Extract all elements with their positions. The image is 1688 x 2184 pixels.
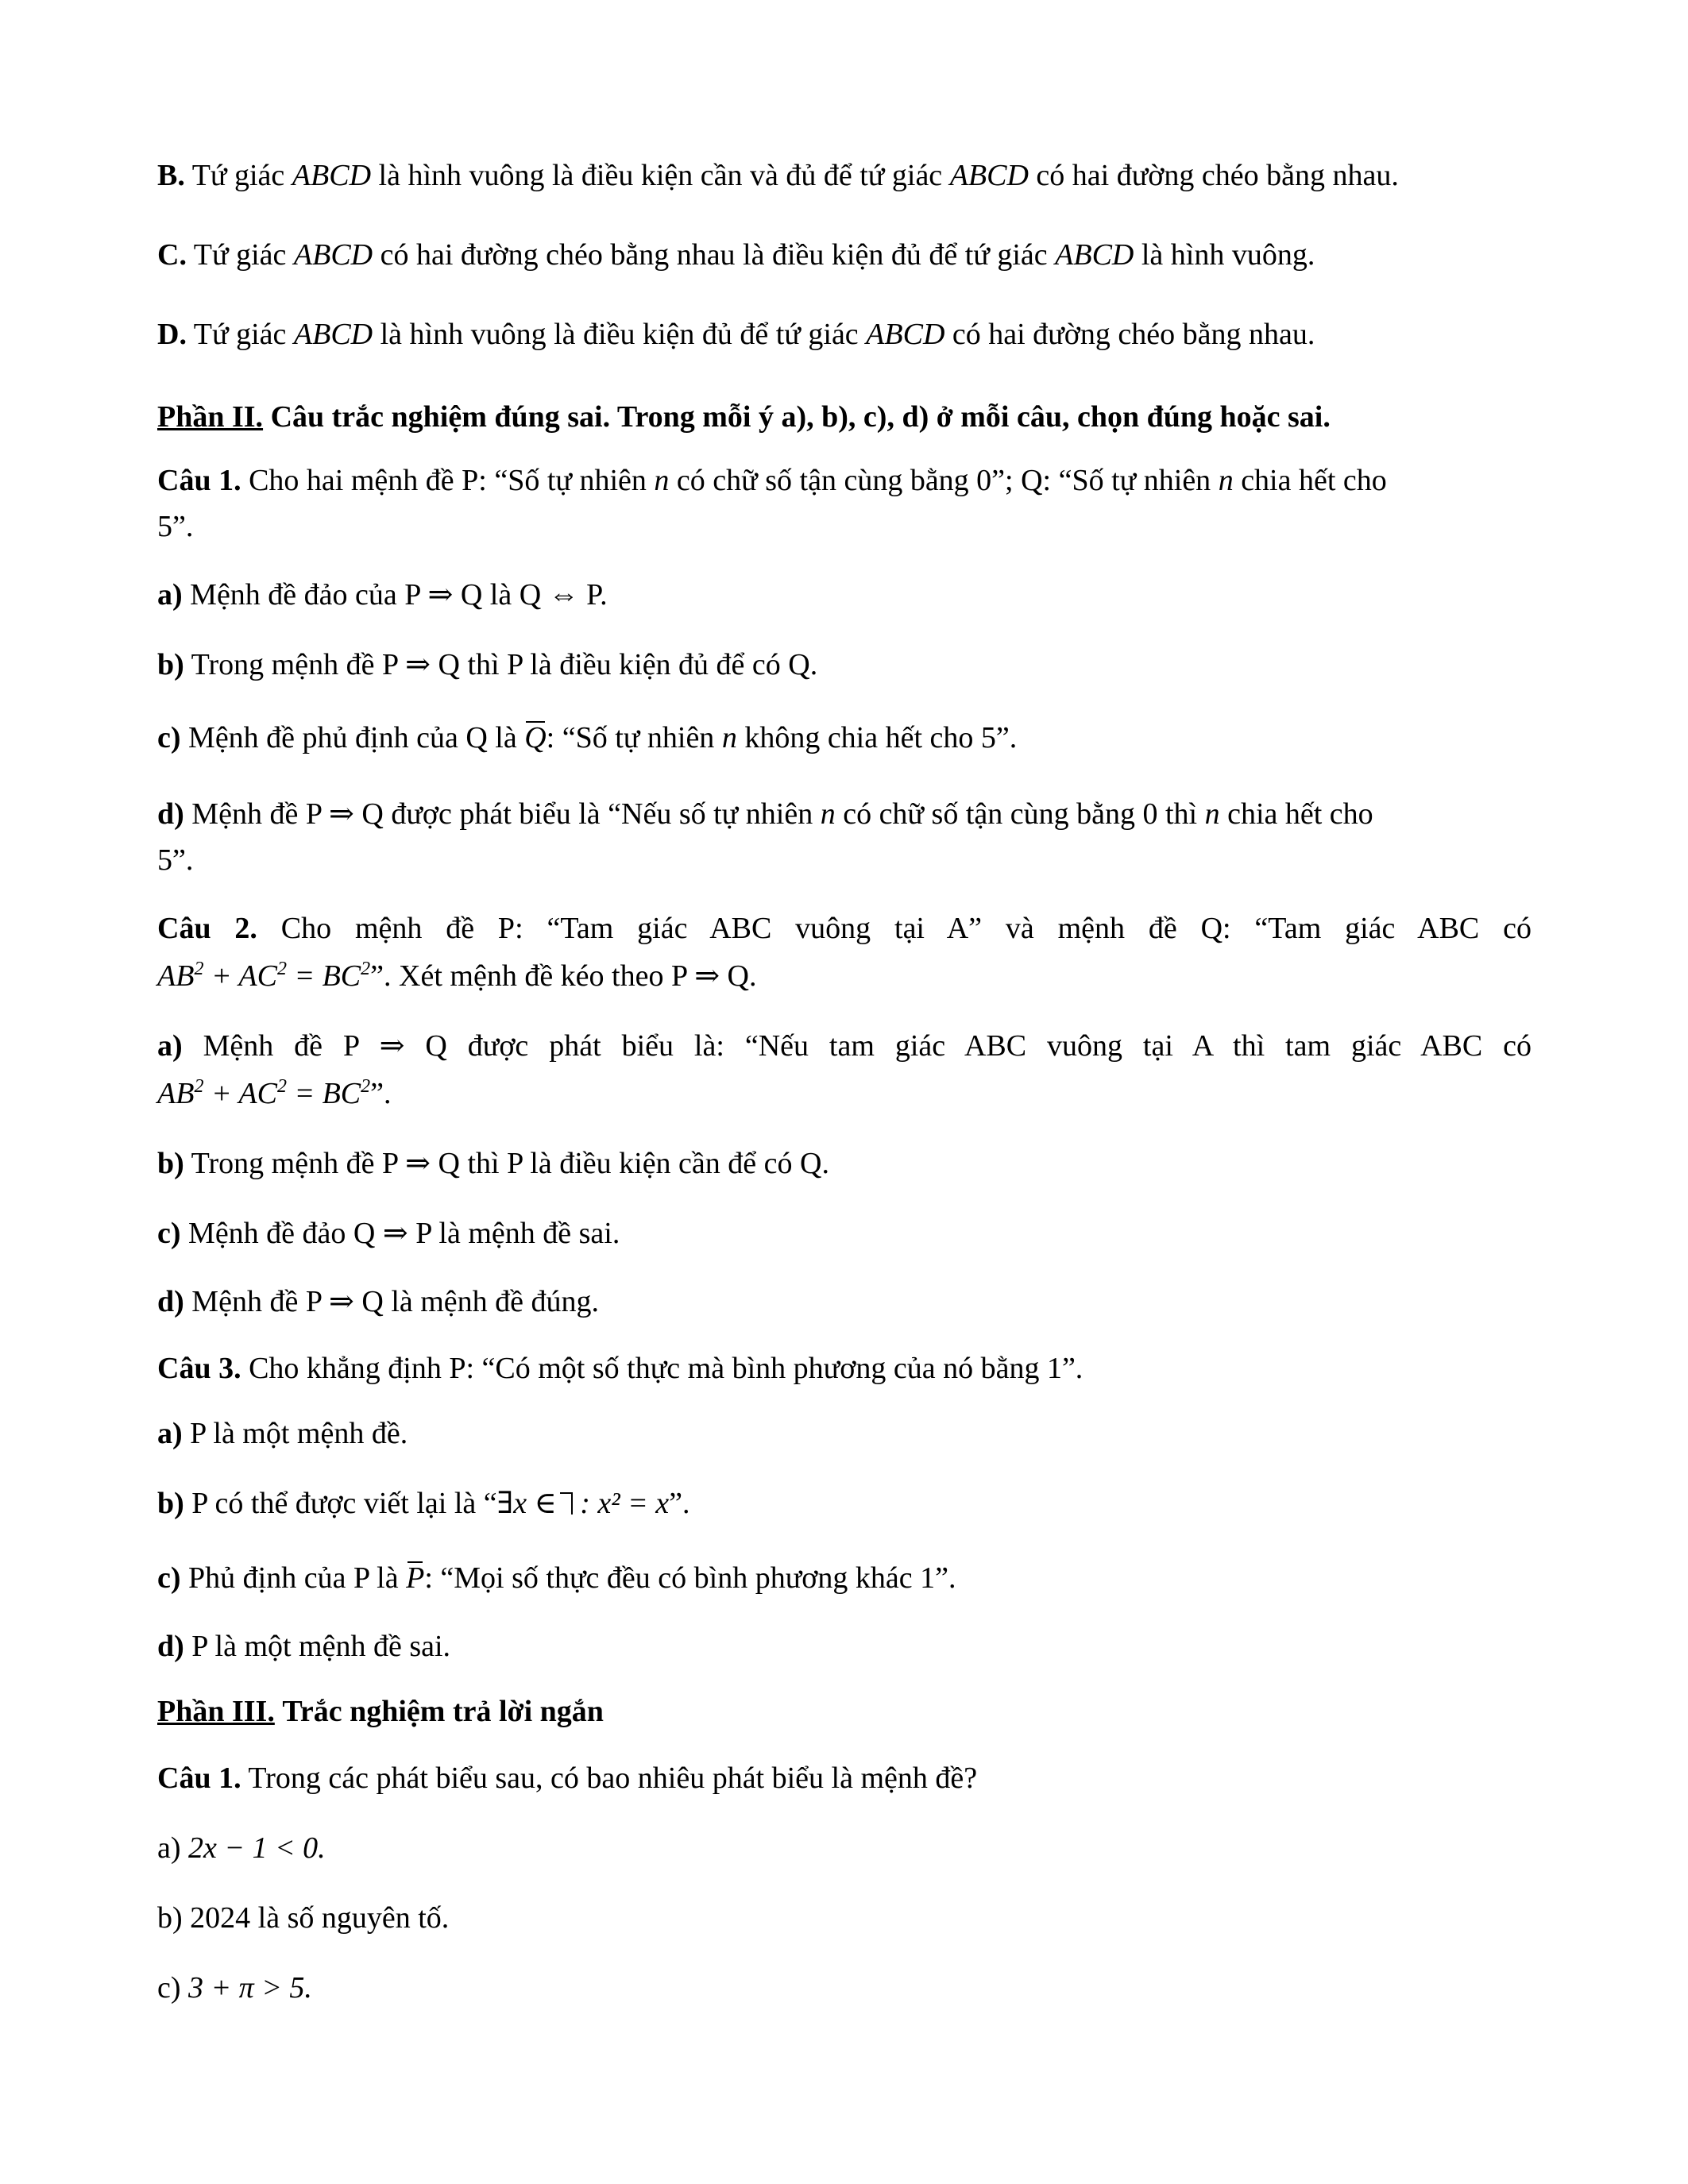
p2-q2-equation: $AB^2 + AC^2 = BC^2$ bbox=[157, 959, 371, 993]
p2-q3-c: c) Phủ định của P là P: “Mọi số thực đều có bình phương khác 1”. bbox=[157, 1561, 956, 1595]
p2-q1-d-cont: 5”. bbox=[157, 843, 194, 877]
p3-q1-c: c) 3 + π > 5. bbox=[157, 1971, 312, 2005]
p2-q2-c: c) Mệnh đề đảo Q ⇒ P là mệnh đề sai. bbox=[157, 1217, 620, 1250]
part3-heading: Phần III. Trắc nghiệm trả lời ngắn bbox=[157, 1695, 604, 1728]
p2-q1-statement-cont: 5”. bbox=[157, 510, 194, 543]
p2-q1-a: a) Mệnh đề đảo của P ⇒ Q là Q ⇔ P. bbox=[157, 578, 608, 612]
set-symbol-icon bbox=[560, 1492, 573, 1515]
p2-q1-c: c) Mệnh đề phủ định của Q là Q: “Số tự nhiên n không chia hết cho 5”. bbox=[157, 721, 1018, 754]
p2-q3-statement: Câu 3. Cho khẳng định P: “Có một số thực mà bình phương của nó bằng 1”. bbox=[157, 1352, 1083, 1385]
p2-q3-d: d) P là một mệnh đề sai. bbox=[157, 1630, 451, 1663]
p3-q1-statement: Câu 1. Trong các phát biểu sau, có bao nhiêu phát biểu là mệnh đề? bbox=[157, 1761, 978, 1795]
part2-heading: Phần II. Câu trắc nghiệm đúng sai. Trong mỗi ý a), b), c), d) ở mỗi câu, chọn đúng hoặc sai. bbox=[157, 400, 1331, 434]
option-d: D. Tứ giác ABCD là hình vuông là điều kiện đủ để tứ giác ABCD có hai đường chéo bằng nhau. bbox=[157, 318, 1315, 351]
p2-q2-a: a) Mệnh đề P ⇒ Q được phát biểu là: “Nếu tam giác ABC vuông tại A thì tam giác ABC có bbox=[157, 1029, 1532, 1063]
p2-q2-a-equation: $AB^2 + AC^2 = BC^2$ bbox=[157, 1076, 371, 1110]
option-c: C. Tứ giác ABCD có hai đường chéo bằng nhau là điều kiện đủ để tứ giác ABCD là hình vuông. bbox=[157, 238, 1315, 272]
p3-q1-b: b) 2024 là số nguyên tố. bbox=[157, 1901, 450, 1935]
p2-q2-statement-cont: $AB^2 + AC^2 = BC^2$”. Xét mệnh đề kéo theo P ⇒ Q. bbox=[157, 959, 757, 993]
p2-q3-a: a) P là một mệnh đề. bbox=[157, 1417, 408, 1450]
option-b: B. Tứ giác ABCD là hình vuông là điều kiện cần và đủ để tứ giác ABCD có hai đường chéo bằng nhau. bbox=[157, 159, 1399, 192]
p2-q1-b: b) Trong mệnh đề P ⇒ Q thì P là điều kiện đủ để có Q. bbox=[157, 648, 818, 681]
p2-q1-d: d) Mệnh đề P ⇒ Q được phát biểu là “Nếu số tự nhiên n có chữ số tận cùng bằng 0 thì n chia hết cho bbox=[157, 797, 1373, 831]
p2-q3-b: b) P có thể được viết lại là “∃x ∈ : x² = x”. bbox=[157, 1487, 690, 1520]
p2-q2-b: b) Trong mệnh đề P ⇒ Q thì P là điều kiện cần để có Q. bbox=[157, 1147, 829, 1180]
p2-q1-statement: Câu 1. Cho hai mệnh đề P: “Số tự nhiên n có chữ số tận cùng bằng 0”; Q: “Số tự nhiên n chia hết cho bbox=[157, 464, 1387, 497]
p2-q2-a-cont: $AB^2 + AC^2 = BC^2$”. bbox=[157, 1076, 392, 1110]
p3-q1-a: a) 2x − 1 < 0. bbox=[157, 1831, 326, 1865]
p2-q2-statement: Câu 2. Cho mệnh đề P: “Tam giác ABC vuông tại A” và mệnh đề Q: “Tam giác ABC có bbox=[157, 912, 1532, 945]
p2-q2-d: d) Mệnh đề P ⇒ Q là mệnh đề đúng. bbox=[157, 1285, 600, 1318]
